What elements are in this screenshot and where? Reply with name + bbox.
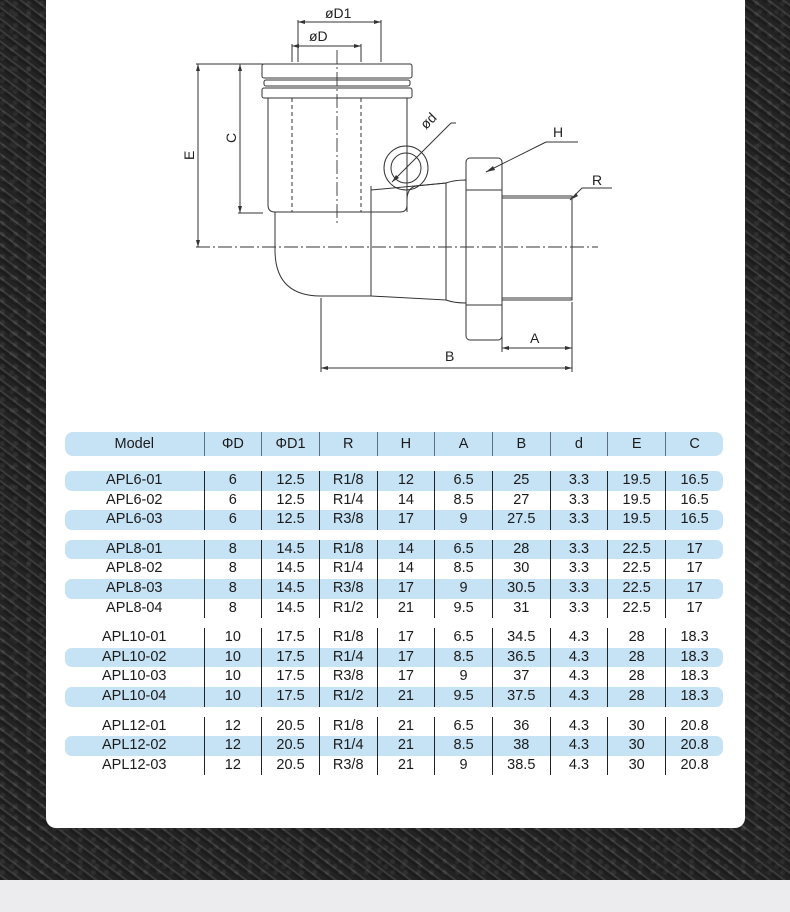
value-cell: 6.5: [435, 471, 493, 491]
value-cell: R1/8: [319, 471, 377, 491]
value-cell: 3.3: [550, 579, 608, 599]
dim-od: [292, 28, 361, 62]
value-cell: 14: [377, 491, 435, 511]
value-cell: 16.5: [666, 510, 724, 530]
value-cell: 14.5: [262, 559, 320, 579]
group-spacer: [65, 530, 723, 540]
model-cell: APL10-04: [65, 687, 204, 707]
value-cell: 17: [666, 540, 724, 560]
value-cell: 12: [204, 717, 262, 737]
table-row: [65, 510, 723, 530]
value-cell: 6: [204, 510, 262, 530]
column-header: A: [435, 432, 493, 456]
value-cell: 18.3: [666, 648, 724, 668]
column-header: R: [319, 432, 377, 456]
value-cell: 22.5: [608, 559, 666, 579]
value-cell: 3.3: [550, 510, 608, 530]
model-cell: APL8-03: [65, 579, 204, 599]
value-cell: 14: [377, 559, 435, 579]
table-row: [65, 736, 723, 756]
value-cell: 16.5: [666, 471, 724, 491]
model-cell: APL10-01: [102, 629, 167, 646]
label-od: øD: [309, 28, 328, 44]
value-cell: 17: [666, 599, 724, 619]
table-header-row: [65, 432, 723, 456]
value-cell: 14.5: [262, 579, 320, 599]
table-row: [65, 717, 723, 737]
value-cell: 28: [608, 687, 666, 707]
value-cell: 20.5: [262, 717, 320, 737]
group-spacer: [65, 456, 723, 471]
table-row: [65, 491, 723, 511]
value-cell: 8: [204, 540, 262, 560]
value-cell: 37: [492, 667, 550, 687]
value-cell: 27.5: [492, 510, 550, 530]
value-cell: 3.3: [550, 559, 608, 579]
value-cell: 4.3: [550, 687, 608, 707]
value-cell: 17: [377, 579, 435, 599]
label-a: A: [530, 330, 540, 346]
value-cell: 31: [492, 599, 550, 619]
label-e: E: [181, 150, 197, 160]
value-cell: 28: [492, 540, 550, 560]
group-spacer-cell: [65, 456, 723, 471]
value-cell: 8: [204, 599, 262, 619]
model-cell: APL12-03: [102, 756, 167, 773]
table-row: [65, 756, 723, 776]
value-cell: R1/4: [319, 559, 377, 579]
model-cell: APL6-03: [65, 510, 204, 530]
value-cell: 10: [204, 648, 262, 668]
table-row: [65, 579, 723, 599]
value-cell: 6.5: [435, 628, 493, 648]
value-cell: 19.5: [608, 510, 666, 530]
value-cell: 8.5: [435, 491, 493, 511]
dim-e: [181, 64, 261, 247]
value-cell: 6.5: [435, 540, 493, 560]
value-cell: 9: [435, 510, 493, 530]
value-cell: 28: [608, 667, 666, 687]
value-cell: 28: [608, 628, 666, 648]
value-cell: R1/8: [319, 717, 377, 737]
label-b: B: [445, 348, 455, 364]
table-row: [65, 599, 723, 619]
model-cell: APL12-01: [102, 717, 167, 734]
value-cell: 20.8: [666, 736, 724, 756]
label-od1: øD1: [325, 5, 352, 21]
value-cell: 4.3: [550, 648, 608, 668]
label-c: C: [223, 132, 239, 143]
value-cell: 4.3: [550, 736, 608, 756]
value-cell: 27: [492, 491, 550, 511]
value-cell: 4.3: [550, 667, 608, 687]
value-cell: 21: [377, 599, 435, 619]
value-cell: R1/2: [319, 599, 377, 619]
value-cell: 21: [377, 756, 435, 776]
value-cell: 20.8: [666, 717, 724, 737]
value-cell: R3/8: [319, 579, 377, 599]
model-cell: APL8-01: [65, 540, 204, 560]
value-cell: 30: [492, 559, 550, 579]
column-header: d: [550, 432, 608, 456]
value-cell: 18.3: [666, 667, 724, 687]
value-cell: 17: [666, 559, 724, 579]
table-row: [65, 628, 723, 648]
value-cell: 9: [435, 756, 493, 776]
value-cell: 12: [204, 756, 262, 776]
value-cell: 12.5: [262, 510, 320, 530]
value-cell: R1/2: [319, 687, 377, 707]
model-cell: APL10-03: [102, 668, 167, 685]
value-cell: 14: [377, 540, 435, 560]
value-cell: 3.3: [550, 491, 608, 511]
column-header: C: [666, 432, 724, 456]
value-cell: 4.3: [550, 717, 608, 737]
model-cell: APL10-02: [65, 648, 204, 668]
value-cell: R3/8: [319, 667, 377, 687]
label-r: R: [592, 172, 603, 188]
value-cell: 22.5: [608, 579, 666, 599]
spec-table: [65, 432, 723, 775]
model-cell: APL6-02: [106, 491, 163, 508]
value-cell: R1/8: [319, 540, 377, 560]
value-cell: 17.5: [262, 648, 320, 668]
value-cell: 17: [377, 628, 435, 648]
table-row: [65, 559, 723, 579]
value-cell: 30: [608, 717, 666, 737]
column-header: H: [377, 432, 435, 456]
label-h: H: [553, 124, 564, 140]
value-cell: 8.5: [435, 559, 493, 579]
value-cell: 12.5: [262, 471, 320, 491]
value-cell: 17: [377, 648, 435, 668]
value-cell: 3.3: [550, 471, 608, 491]
table-row: [65, 471, 723, 491]
value-cell: 9: [435, 667, 493, 687]
spec-card: [46, 0, 745, 828]
value-cell: 6.5: [435, 717, 493, 737]
value-cell: 38: [492, 736, 550, 756]
group-spacer-cell: [65, 707, 723, 717]
fitting-technical-drawing: [46, 0, 745, 380]
value-cell: 12: [377, 471, 435, 491]
value-cell: 36: [492, 717, 550, 737]
column-header: E: [608, 432, 666, 456]
model-cell: APL6-01: [65, 471, 204, 491]
value-cell: 8: [204, 579, 262, 599]
value-cell: 20.5: [262, 736, 320, 756]
value-cell: 30: [608, 756, 666, 776]
value-cell: 10: [204, 667, 262, 687]
value-cell: 19.5: [608, 471, 666, 491]
value-cell: 9.5: [435, 599, 493, 619]
group-spacer-cell: [65, 618, 723, 628]
value-cell: 20.5: [262, 756, 320, 776]
value-cell: 36.5: [492, 648, 550, 668]
group-spacer-cell: [65, 530, 723, 540]
value-cell: R3/8: [319, 756, 377, 776]
value-cell: 21: [377, 687, 435, 707]
table-row: [65, 540, 723, 560]
value-cell: 3.3: [550, 599, 608, 619]
column-header: ΦD1: [262, 432, 320, 456]
column-header: B: [492, 432, 550, 456]
group-spacer: [65, 618, 723, 628]
value-cell: 9: [435, 579, 493, 599]
value-cell: 34.5: [492, 628, 550, 648]
value-cell: 21: [377, 736, 435, 756]
value-cell: 19.5: [608, 491, 666, 511]
column-header: Model: [65, 432, 204, 456]
value-cell: 8: [204, 559, 262, 579]
value-cell: R3/8: [319, 510, 377, 530]
value-cell: R1/4: [319, 491, 377, 511]
value-cell: 8.5: [435, 648, 493, 668]
value-cell: 30: [608, 736, 666, 756]
value-cell: 14.5: [262, 540, 320, 560]
bottom-band: [0, 880, 790, 912]
value-cell: R1/8: [319, 628, 377, 648]
model-cell: APL8-04: [106, 599, 163, 616]
value-cell: 22.5: [608, 540, 666, 560]
value-cell: 4.3: [550, 628, 608, 648]
value-cell: 12: [204, 736, 262, 756]
value-cell: 17.5: [262, 628, 320, 648]
value-cell: 18.3: [666, 687, 724, 707]
model-cell: APL12-02: [65, 736, 204, 756]
value-cell: R1/4: [319, 736, 377, 756]
value-cell: 20.8: [666, 756, 724, 776]
value-cell: 17: [377, 667, 435, 687]
value-cell: 28: [608, 648, 666, 668]
value-cell: 3.3: [550, 540, 608, 560]
value-cell: 8.5: [435, 736, 493, 756]
model-cell: APL8-02: [106, 560, 163, 577]
label-d: ød: [416, 109, 440, 133]
value-cell: 10: [204, 628, 262, 648]
value-cell: R1/4: [319, 648, 377, 668]
value-cell: 9.5: [435, 687, 493, 707]
value-cell: 17: [666, 579, 724, 599]
value-cell: 14.5: [262, 599, 320, 619]
table-row: [65, 687, 723, 707]
table-row: [65, 667, 723, 687]
value-cell: 21: [377, 717, 435, 737]
table-body: [65, 456, 723, 775]
value-cell: 17: [377, 510, 435, 530]
column-header: ΦD: [204, 432, 262, 456]
group-spacer: [65, 707, 723, 717]
value-cell: 6: [204, 471, 262, 491]
value-cell: 18.3: [666, 628, 724, 648]
value-cell: 22.5: [608, 599, 666, 619]
value-cell: 10: [204, 687, 262, 707]
value-cell: 30.5: [492, 579, 550, 599]
value-cell: 6: [204, 491, 262, 511]
value-cell: 12.5: [262, 491, 320, 511]
value-cell: 16.5: [666, 491, 724, 511]
value-cell: 17.5: [262, 667, 320, 687]
value-cell: 17.5: [262, 687, 320, 707]
dim-c: [223, 64, 263, 213]
value-cell: 37.5: [492, 687, 550, 707]
value-cell: 4.3: [550, 756, 608, 776]
value-cell: 38.5: [492, 756, 550, 776]
table-row: [65, 648, 723, 668]
value-cell: 25: [492, 471, 550, 491]
